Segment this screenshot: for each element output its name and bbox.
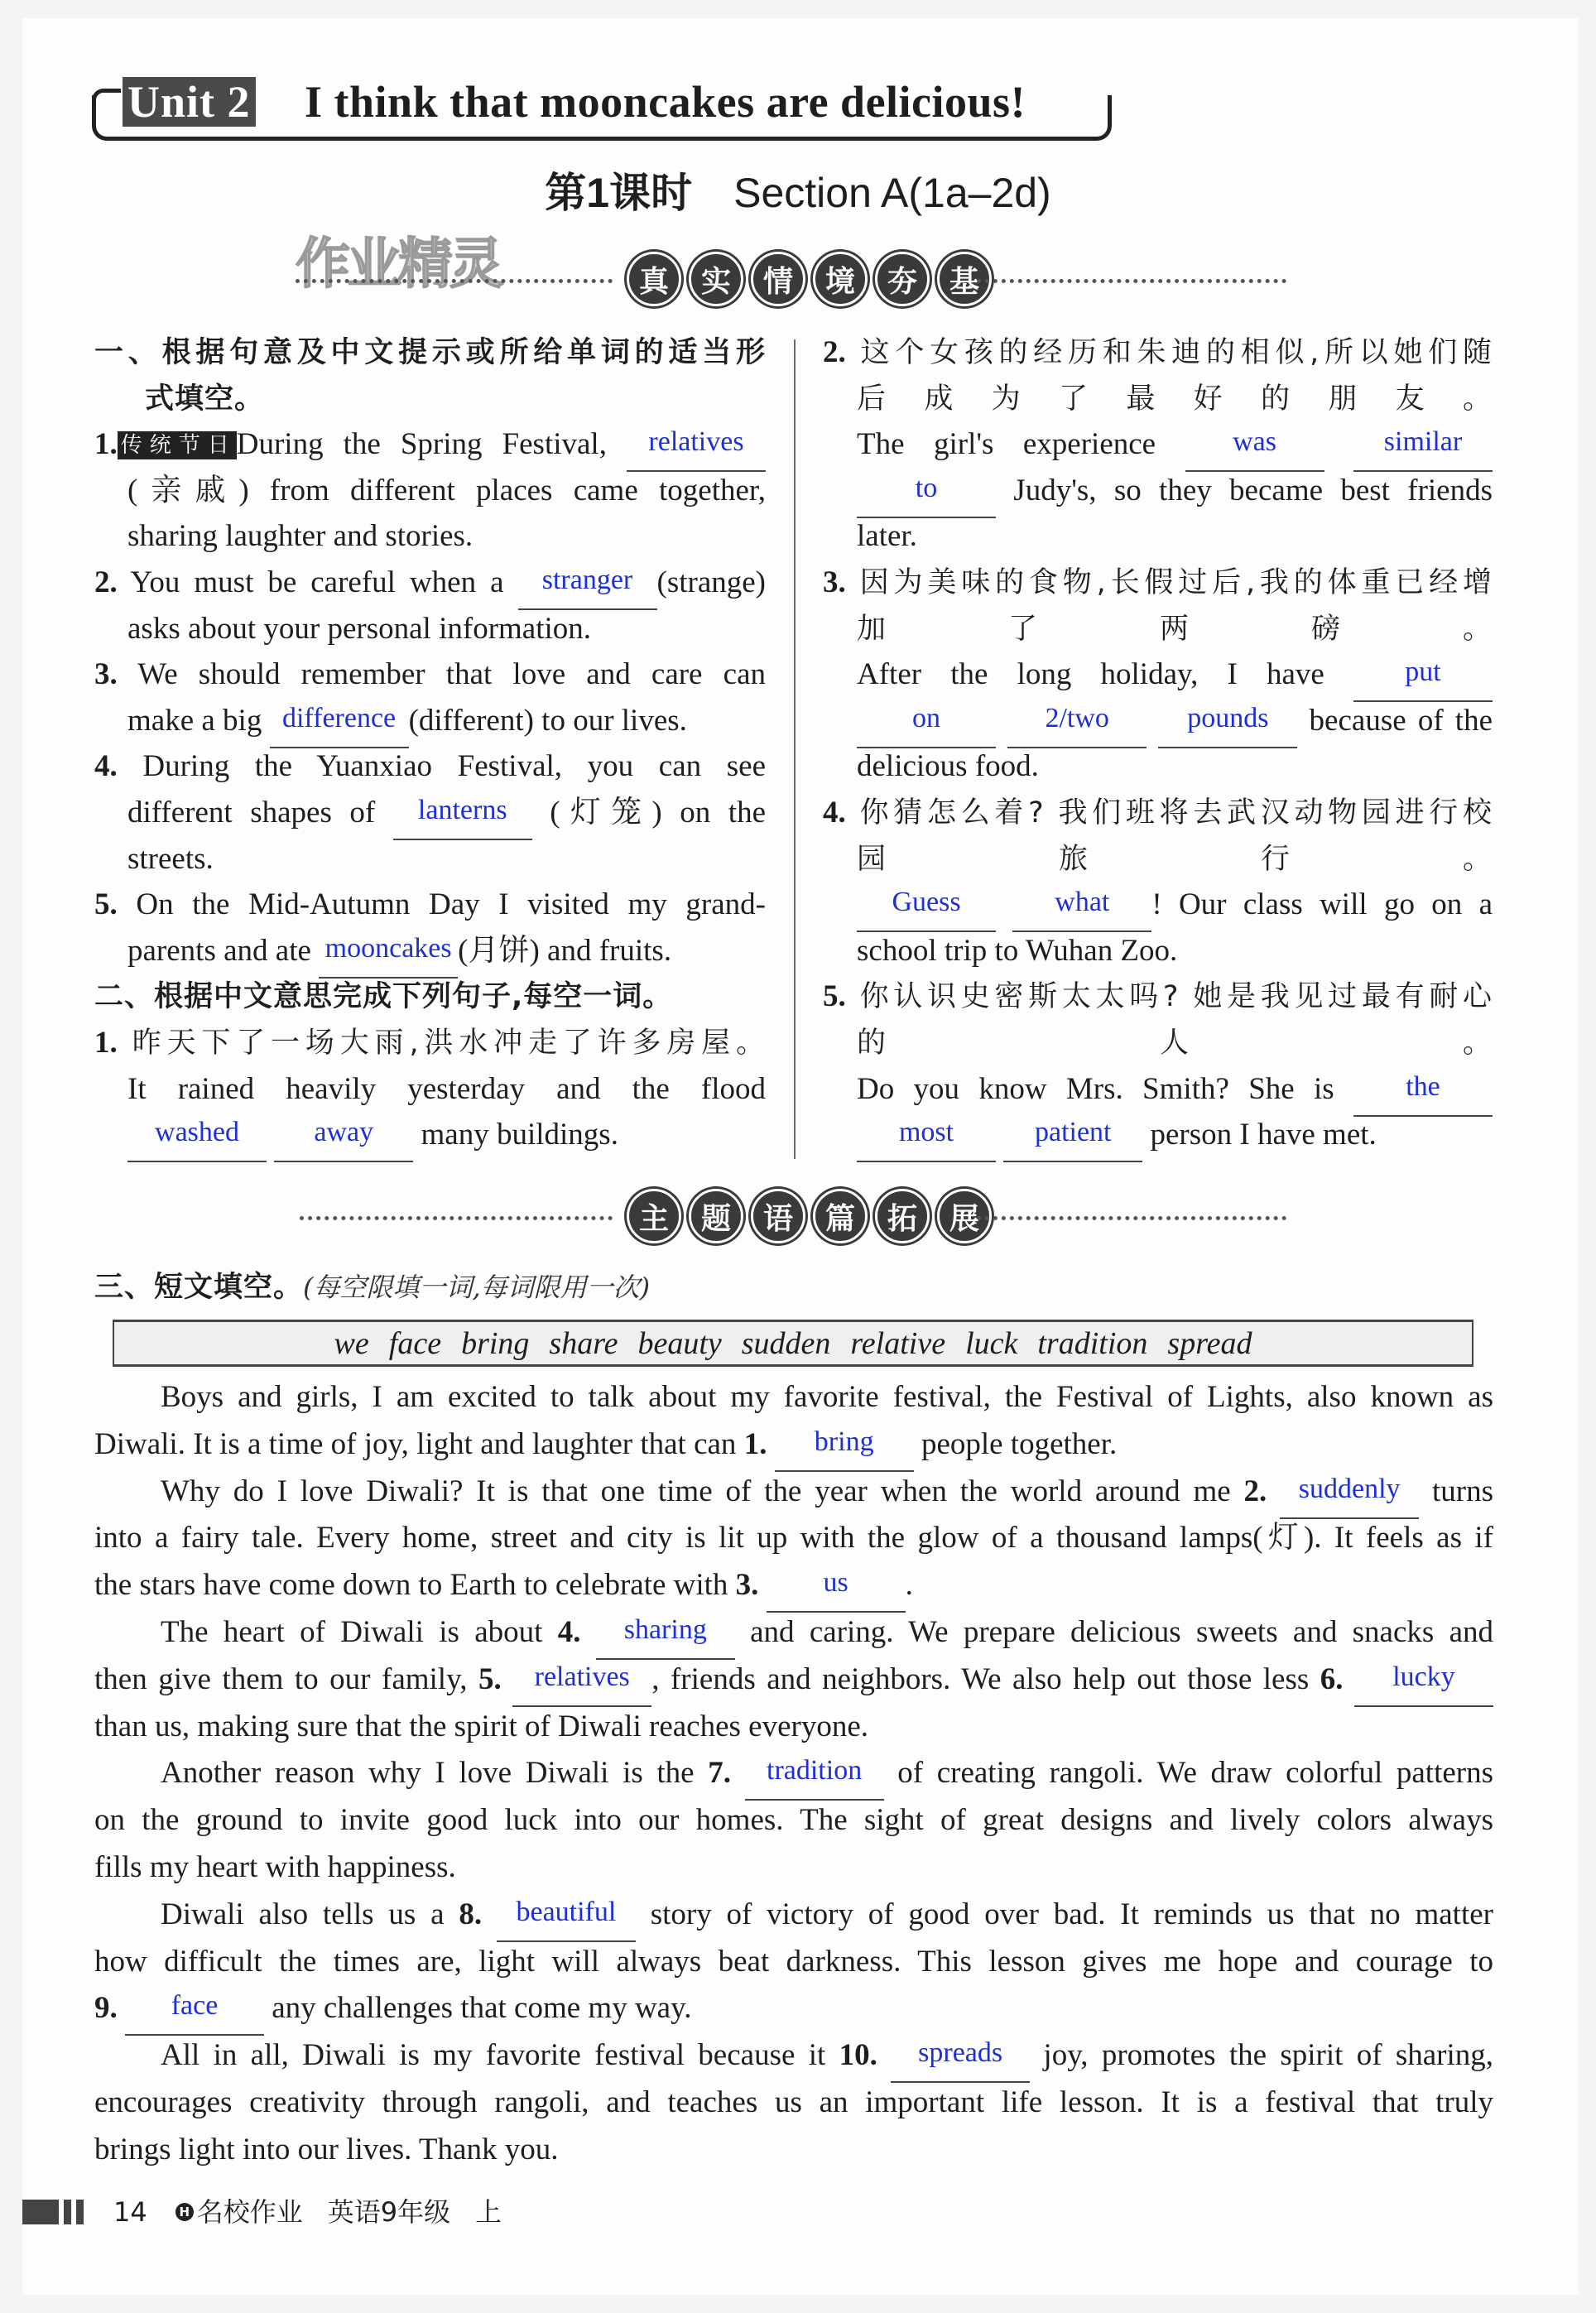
dotted-divider	[296, 279, 613, 283]
text-line	[823, 974, 1493, 1020]
text-line	[94, 2032, 1493, 2080]
text: Another reason why I love Diwali is the	[161, 1756, 709, 1791]
question-item	[94, 560, 766, 652]
text-line	[94, 1469, 1493, 1516]
text: than us, making sure that the spirit of Diwali reaches everyone.	[94, 1709, 868, 1743]
text-line	[823, 836, 1493, 882]
text-line	[94, 1020, 766, 1066]
banner-char-circle: 主	[627, 1189, 681, 1243]
text: The heart of Diwali is about	[161, 1614, 558, 1649]
text-line	[823, 1112, 1493, 1158]
chinese-text: 你猜怎么着? 我们班将去武汉动物园进行校	[845, 796, 1493, 830]
answer-text: sharing	[623, 1613, 707, 1645]
question-item	[94, 882, 766, 974]
text: and caring. We prepare delicious sweets and snacks and	[734, 1614, 1493, 1649]
question-number: 9.	[94, 1991, 118, 2026]
answer-blank	[127, 1117, 267, 1162]
answer-text: lanterns	[417, 794, 507, 825]
text-line	[94, 1844, 1493, 1892]
chinese-text: 后成为了最好的朋友。	[857, 382, 1493, 416]
answer-text: was	[1233, 426, 1276, 458]
text-line	[94, 2127, 1493, 2174]
text-line	[823, 513, 1493, 560]
banner-char-circle: 题	[689, 1189, 743, 1243]
text: During the Yuanxiao Festival, you can see	[117, 749, 766, 784]
brand-logo-icon: H	[175, 2203, 194, 2221]
answer-blank	[775, 1426, 914, 1472]
word-bank-item: bring	[461, 1326, 530, 1361]
text: story of victory of good over bad. It reminds us that no matter	[635, 1897, 1493, 1931]
answer-text: suddenly	[1298, 1473, 1401, 1504]
word-bank-item: face	[388, 1326, 442, 1361]
word-bank-item: share	[549, 1326, 618, 1361]
word-bank-item: we	[334, 1326, 369, 1361]
text	[1344, 1662, 1355, 1696]
text-line	[94, 698, 766, 744]
question-number: 2.	[823, 335, 846, 369]
text-line	[94, 376, 766, 422]
answer-blank	[1280, 1473, 1419, 1519]
word-bank-item: beauty	[637, 1326, 722, 1361]
question-item	[94, 1020, 766, 1158]
answer-text: away	[314, 1117, 374, 1148]
text: encourages creativity through rangoli, and teaches us an important life lesson. It is a festival that truly	[94, 2085, 1493, 2119]
text-line	[94, 1985, 1493, 2032]
answer-blank	[1185, 426, 1324, 472]
answer-text: face	[171, 1990, 219, 2022]
answer-text: most	[898, 1117, 954, 1148]
answer-text: 2/two	[1045, 702, 1109, 733]
text: Judy's, so they became best friends	[996, 473, 1493, 507]
text-line	[94, 974, 766, 1020]
word-bank-item: tradition	[1037, 1326, 1148, 1361]
banner-char-circle: 境	[813, 252, 868, 306]
answer-text: spreads	[918, 2037, 1003, 2069]
text-line	[823, 560, 1493, 606]
answer-text: relatives	[534, 1661, 630, 1692]
text: of creating rangoli. We draw colorful patterns	[883, 1756, 1494, 1791]
question-number: 1.	[743, 1426, 767, 1461]
text: school trip to Wuhan Zoo.	[857, 933, 1178, 968]
text: person I have met.	[1142, 1118, 1377, 1152]
text-line	[94, 1797, 1493, 1844]
instruction-heading: 式填空。	[145, 382, 265, 416]
question-number: 4.	[557, 1614, 581, 1649]
text: Diwali also tells us a	[161, 1897, 459, 1931]
text: Boys and girls, I am excited to talk about my favorite festival, the Festival of Lights, also known as	[161, 1380, 1493, 1414]
word-bank-item: spread	[1167, 1326, 1252, 1361]
text: sharing laughter and stories.	[127, 519, 474, 554]
text-line	[94, 468, 766, 514]
dotted-divider	[300, 1216, 613, 1220]
text-line	[94, 1609, 1493, 1657]
chinese-text: 这个女孩的经历和朱迪的相似,所以她们随	[845, 336, 1493, 369]
part3-title: 三、短文填空。	[94, 1271, 304, 1304]
answer-text: similar	[1383, 426, 1463, 458]
section-banner-1	[0, 252, 1596, 310]
answer-blank	[125, 1990, 264, 2036]
text: later.	[857, 519, 917, 554]
answer-text: to	[915, 472, 938, 503]
text-line	[94, 421, 766, 468]
text: You must be careful when a	[117, 565, 518, 599]
text-line	[94, 1515, 1493, 1562]
answer-blank	[1354, 1661, 1493, 1707]
dotted-divider	[977, 279, 1286, 283]
answer-blank	[518, 564, 657, 610]
text	[996, 1118, 1003, 1152]
text-line	[94, 2080, 1493, 2127]
passage-paragraph	[94, 1374, 1493, 1469]
instruction-heading: 二、根据中文意思完成下列句子,每空一词。	[94, 980, 673, 1014]
text: the stars have come down to Earth to celebrate with	[94, 1568, 736, 1603]
text-line	[94, 560, 766, 606]
text: Why do I love Diwali? It is that one time of the year when the world around me	[161, 1474, 1244, 1508]
answer-blank	[1003, 1117, 1142, 1162]
brand-name: 名校作业	[196, 2196, 303, 2228]
text	[1267, 1474, 1280, 1508]
text: Diwali. It is a time of joy, light and laughter that can	[94, 1426, 744, 1461]
footer	[22, 2194, 502, 2230]
text-line	[823, 421, 1493, 468]
text: any challenges that come my way.	[264, 1991, 692, 2026]
text: During the Spring Festival,	[236, 427, 627, 462]
text-line	[94, 1939, 1493, 1986]
chinese-text: 你认识史密斯太太吗? 她是我见过最有耐心	[845, 980, 1493, 1014]
word-bank	[113, 1320, 1473, 1367]
text-line	[823, 606, 1493, 652]
banner-char-circle: 基	[937, 252, 992, 306]
answer-blank	[1012, 887, 1151, 932]
answer-text: mooncakes	[324, 932, 452, 964]
passage-paragraph	[94, 2032, 1493, 2173]
text-line	[94, 1657, 1493, 1704]
text: We should remember that love and care can	[117, 657, 766, 692]
answer-text: us	[823, 1567, 848, 1599]
text-line	[823, 652, 1493, 698]
unit-title: I think that mooncakes are delicious!	[305, 77, 1026, 127]
answer-blank	[596, 1613, 735, 1660]
text	[996, 704, 1007, 738]
text-line	[94, 928, 766, 974]
volume: 上	[475, 2196, 502, 2228]
text: because of the	[1297, 703, 1493, 738]
answer-text: what	[1055, 887, 1110, 918]
text	[482, 1897, 497, 1931]
answer-text: pounds	[1187, 702, 1269, 733]
text: delicious food.	[857, 749, 1039, 784]
text-line	[823, 1020, 1493, 1066]
text-line	[823, 882, 1493, 928]
right-column	[823, 329, 1493, 1158]
text: into a fairy tale. Every home, street and city is lit up with the glow of a thousand lamps(灯). It feels as if	[94, 1521, 1493, 1556]
text-line	[94, 1374, 1493, 1421]
answer-blank	[393, 794, 532, 840]
text: streets.	[127, 841, 214, 876]
text: The girl's experience	[857, 427, 1185, 462]
column-divider	[794, 339, 796, 1159]
left-column	[94, 329, 766, 1158]
banner-char-circle: 语	[751, 1189, 805, 1243]
question-number: 2.	[1243, 1474, 1267, 1508]
chinese-text: 昨天下了一场大雨,洪水冲走了许多房屋。	[117, 1026, 766, 1060]
chinese-text: 因为美味的食物,长假过后,我的体重已经增	[845, 565, 1493, 599]
banner-char-circle: 真	[627, 252, 681, 306]
text-line	[94, 1066, 766, 1113]
text-line	[823, 329, 1493, 376]
text-line	[823, 698, 1493, 744]
text: It rained heavily yesterday and the flood	[127, 1071, 766, 1106]
answer-text: patient	[1034, 1117, 1112, 1148]
topic-tag: 传统节日	[118, 431, 237, 459]
text: many buildings.	[413, 1118, 618, 1152]
word-bank-item: relative	[850, 1326, 946, 1361]
question-number: 8.	[459, 1897, 483, 1931]
text-line	[94, 790, 766, 836]
text	[731, 1756, 745, 1790]
unit-label: Unit 2	[123, 77, 256, 127]
text: asks about your personal information.	[127, 611, 592, 646]
banner-char-circle: 拓	[875, 1189, 930, 1243]
question-item	[823, 329, 1493, 560]
text-line	[94, 836, 766, 882]
question-number: 6.	[1320, 1661, 1344, 1696]
question-number: 3.	[94, 657, 118, 692]
banner-char-circle: 实	[689, 252, 743, 306]
part3-heading	[94, 1262, 650, 1318]
text	[580, 1615, 595, 1649]
text	[877, 2038, 891, 2072]
answer-blank	[1353, 426, 1493, 472]
text-line	[823, 468, 1493, 514]
text	[758, 1568, 766, 1602]
answer-blank	[857, 887, 996, 932]
text: brings light into our lives. Thank you.	[94, 2132, 559, 2166]
text-line	[823, 743, 1493, 790]
text: parents and ate	[127, 933, 320, 968]
text-line	[94, 1892, 1493, 1939]
passage-paragraph	[94, 1750, 1493, 1891]
question-number: 7.	[708, 1756, 731, 1791]
text: then give them to our family,	[94, 1661, 478, 1696]
text: (灯笼) on the	[531, 795, 766, 830]
question-number: 1.	[94, 427, 118, 462]
text	[502, 1662, 513, 1696]
section-name: Section A(1a–2d)	[733, 170, 1051, 216]
question-number: 4.	[94, 749, 118, 784]
question-item	[94, 329, 766, 421]
answer-text: Guess	[892, 887, 961, 918]
chinese-text: 园旅行。	[857, 842, 1493, 876]
part3-note: (每空限填一词,每词限用一次)	[303, 1272, 651, 1303]
instruction-heading: 一、根据句意及中文提示或所给单词的适当形	[94, 336, 766, 369]
answer-blank	[1353, 656, 1493, 702]
question-item	[823, 560, 1493, 790]
answer-text: on	[912, 702, 940, 733]
text	[767, 1427, 774, 1461]
question-number: 3.	[823, 565, 846, 599]
page-number: 14	[113, 2196, 147, 2228]
text-line	[823, 1066, 1493, 1113]
answer-text: stranger	[541, 564, 633, 595]
question-item	[94, 974, 766, 1020]
text: (月饼) and fruits.	[458, 933, 672, 968]
text	[996, 887, 1012, 921]
text: fills my heart with happiness.	[94, 1849, 456, 1884]
text-line	[823, 928, 1493, 974]
text: make a big	[127, 703, 270, 738]
text: After the long holiday, I have	[857, 657, 1353, 692]
banner-circles	[627, 252, 992, 306]
word-bank-item: luck	[965, 1326, 1018, 1361]
text: people together.	[913, 1426, 1118, 1461]
text	[267, 1118, 274, 1152]
answer-text: tradition	[767, 1755, 863, 1786]
passage	[94, 1374, 1493, 2174]
question-number: 1.	[94, 1025, 118, 1060]
answer-text: the	[1406, 1070, 1440, 1102]
answer-text: lucky	[1392, 1661, 1455, 1692]
subject-grade: 英语9年级	[327, 2196, 451, 2228]
text: different shapes of	[127, 795, 393, 830]
text-line	[94, 1750, 1493, 1797]
text-line	[823, 376, 1493, 422]
text: how difficult the times are, light will always beat darkness. This lesson gives me hope and courage to	[94, 1944, 1493, 1979]
text: Do you know Mrs. Smith? She is	[857, 1071, 1353, 1106]
text: (亲戚) from different places came together,	[127, 473, 766, 507]
text: (strange)	[656, 565, 766, 599]
question-number: 4.	[823, 795, 846, 830]
text-line	[823, 790, 1493, 836]
text: All in all, Diwali is my favorite festival because it	[161, 2038, 839, 2073]
question-number: 5.	[94, 887, 118, 922]
answer-text: difference	[281, 702, 397, 733]
question-number: 5.	[823, 979, 846, 1014]
text: turns	[1419, 1474, 1494, 1508]
answer-blank	[857, 1117, 996, 1162]
answer-blank	[1158, 702, 1297, 748]
answer-blank	[274, 1117, 413, 1162]
passage-paragraph	[94, 1469, 1493, 1609]
answer-text: washed	[155, 1117, 239, 1148]
text: (different) to our lives.	[408, 703, 687, 738]
text-line	[94, 743, 766, 790]
passage-paragraph	[94, 1609, 1493, 1750]
question-item	[823, 790, 1493, 974]
section-title	[0, 166, 1596, 220]
question-number: 3.	[735, 1568, 759, 1603]
text-line	[94, 1421, 1493, 1469]
text: .	[905, 1568, 913, 1603]
text: ! Our class will go on a	[1151, 887, 1493, 922]
question-item	[94, 743, 766, 882]
text: , friends and neighbors. We also help out those less	[651, 1661, 1320, 1696]
chinese-text: 加了两磅。	[857, 612, 1493, 646]
banner-char-circle: 篇	[813, 1189, 868, 1243]
lesson-label: 第1课时	[545, 170, 693, 216]
question-number: 10.	[839, 2038, 877, 2073]
footer-bars-icon	[22, 2200, 84, 2224]
question-number: 2.	[94, 565, 118, 599]
text-line	[94, 513, 766, 560]
banner-char-circle: 情	[751, 252, 805, 306]
answer-text: beautiful	[516, 1896, 617, 1927]
answer-blank	[745, 1755, 884, 1801]
passage-paragraph	[94, 1892, 1493, 2032]
banner-circles	[627, 1189, 992, 1243]
answer-blank	[767, 1567, 906, 1613]
text-line	[94, 1704, 1493, 1751]
answer-blank	[512, 1661, 651, 1707]
watermark: 作业精灵	[296, 232, 501, 296]
text-line	[94, 606, 766, 652]
text-line	[94, 882, 766, 928]
question-item	[94, 652, 766, 743]
text	[118, 1991, 125, 2025]
answer-text: relatives	[648, 426, 744, 458]
answer-blank	[497, 1896, 636, 1942]
text	[1324, 427, 1353, 461]
section-banner-2	[0, 1189, 1596, 1247]
dotted-divider	[977, 1216, 1286, 1220]
answer-blank	[891, 2037, 1030, 2083]
text: joy, promotes the spirit of sharing,	[1030, 2038, 1494, 2073]
answer-blank	[627, 426, 766, 472]
chinese-text: 的人。	[857, 1026, 1493, 1060]
question-number: 5.	[478, 1661, 502, 1696]
text-line	[94, 1112, 766, 1158]
banner-char-circle: 展	[937, 1189, 992, 1243]
question-item	[823, 974, 1493, 1157]
word-bank-item: sudden	[741, 1326, 831, 1361]
text: On the Mid-Autumn Day I visited my grand-	[117, 887, 766, 922]
text-line	[94, 652, 766, 698]
answer-text: put	[1405, 656, 1441, 688]
text	[1147, 704, 1158, 738]
text: on the ground to invite good luck into our homes. The sight of great designs and lively colors always	[94, 1803, 1493, 1838]
answer-text: bring	[814, 1426, 874, 1457]
question-item	[94, 421, 766, 560]
text-line	[94, 1562, 1493, 1609]
banner-char-circle: 夯	[875, 252, 930, 306]
text-line	[94, 329, 766, 376]
